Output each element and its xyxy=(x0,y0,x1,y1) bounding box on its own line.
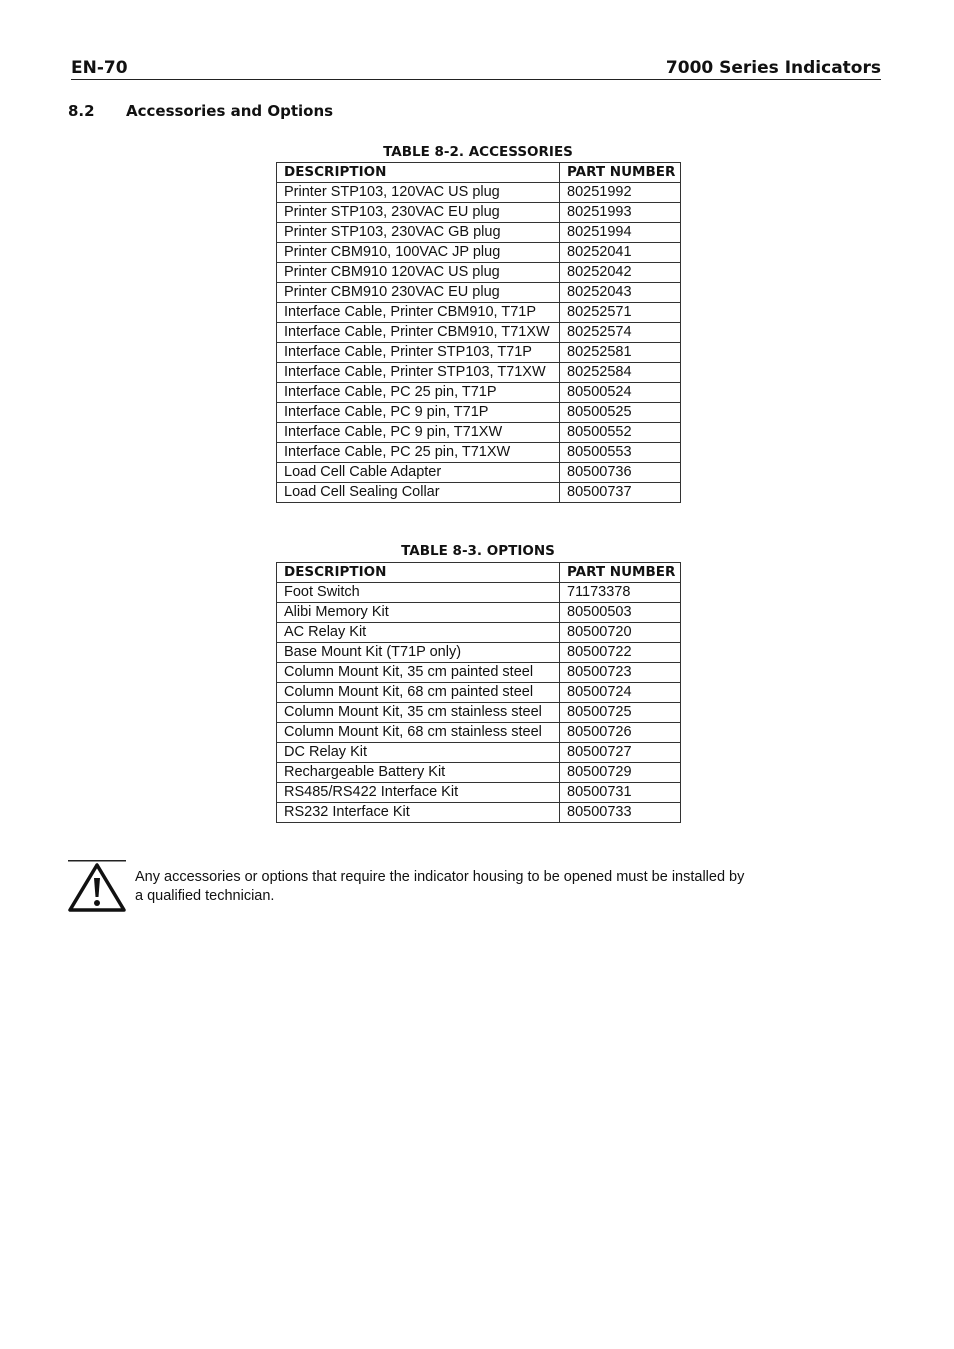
table-row xyxy=(277,203,681,223)
part-number-cell: 80500733 xyxy=(560,803,681,823)
description-cell: Printer STP103, 230VAC GB plug xyxy=(277,223,560,243)
part-number-cell: 80252043 xyxy=(560,283,681,303)
description-cell: Interface Cable, PC 25 pin, T71XW xyxy=(277,443,560,463)
part-number-cell: 80500552 xyxy=(560,423,681,443)
part-number-cell: 80500720 xyxy=(560,623,681,643)
table-row xyxy=(277,343,681,363)
part-number-cell: 80500727 xyxy=(560,743,681,763)
description-cell: DC Relay Kit xyxy=(277,743,560,763)
description-cell: Base Mount Kit (T71P only) xyxy=(277,643,560,663)
table-row xyxy=(277,183,681,203)
warning-triangle-icon xyxy=(68,860,126,912)
part-number-cell: 80500731 xyxy=(560,783,681,803)
table-row xyxy=(277,763,681,783)
part-number-cell: 80251994 xyxy=(560,223,681,243)
table-row xyxy=(277,803,681,823)
part-number-cell: 80500737 xyxy=(560,483,681,503)
part-number-cell: 80251992 xyxy=(560,183,681,203)
table-row xyxy=(277,243,681,263)
table-row xyxy=(277,463,681,483)
table-row xyxy=(277,643,681,663)
part-number-cell: 80500725 xyxy=(560,703,681,723)
description-cell: Printer CBM910 230VAC EU plug xyxy=(277,283,560,303)
table-row xyxy=(277,423,681,443)
options-table xyxy=(276,562,681,823)
table-row xyxy=(277,603,681,623)
column-header-part-number: PART NUMBER xyxy=(560,563,681,583)
column-header-description: DESCRIPTION xyxy=(277,163,560,183)
table-header-row xyxy=(277,163,681,183)
table-row xyxy=(277,623,681,643)
description-cell: Column Mount Kit, 68 cm stainless steel xyxy=(277,723,560,743)
warning-text: Any accessories or options that require the indicator housing to be opened must be installed by a qualified technician. xyxy=(135,869,745,904)
description-cell: Interface Cable, Printer CBM910, T71P xyxy=(277,303,560,323)
description-cell: AC Relay Kit xyxy=(277,623,560,643)
section-number: 8.2 xyxy=(68,102,95,120)
table-row xyxy=(277,383,681,403)
table-header-row xyxy=(277,563,681,583)
part-number-cell: 80500722 xyxy=(560,643,681,663)
table-row xyxy=(277,363,681,383)
table-row xyxy=(277,263,681,283)
part-number-cell: 80252042 xyxy=(560,263,681,283)
accessories-table xyxy=(276,162,681,503)
description-cell: Interface Cable, Printer CBM910, T71XW xyxy=(277,323,560,343)
part-number-cell: 80252041 xyxy=(560,243,681,263)
table-row xyxy=(277,303,681,323)
description-cell: Printer CBM910 120VAC US plug xyxy=(277,263,560,283)
description-cell: Interface Cable, PC 25 pin, T71P xyxy=(277,383,560,403)
description-cell: RS485/RS422 Interface Kit xyxy=(277,783,560,803)
description-cell: Column Mount Kit, 35 cm painted steel xyxy=(277,663,560,683)
table-row xyxy=(277,743,681,763)
part-number-cell: 80251993 xyxy=(560,203,681,223)
column-header-description: DESCRIPTION xyxy=(277,563,560,583)
table-row xyxy=(277,403,681,423)
part-number-cell: 80500524 xyxy=(560,383,681,403)
table-row xyxy=(277,483,681,503)
table-row xyxy=(277,223,681,243)
part-number-cell: 80500525 xyxy=(560,403,681,423)
part-number-cell: 80500503 xyxy=(560,603,681,623)
table-row xyxy=(277,443,681,463)
part-number-cell: 80252581 xyxy=(560,343,681,363)
table-row xyxy=(277,683,681,703)
part-number-cell: 80500736 xyxy=(560,463,681,483)
description-cell: Load Cell Cable Adapter xyxy=(277,463,560,483)
description-cell: Printer STP103, 120VAC US plug xyxy=(277,183,560,203)
description-cell: Column Mount Kit, 35 cm stainless steel xyxy=(277,703,560,723)
description-cell: Foot Switch xyxy=(277,583,560,603)
part-number-cell: 80500723 xyxy=(560,663,681,683)
description-cell: Printer STP103, 230VAC EU plug xyxy=(277,203,560,223)
document-title: 7000 Series Indicators xyxy=(665,58,881,78)
table-row xyxy=(277,783,681,803)
options-table-caption: TABLE 8-3. OPTIONS xyxy=(401,543,555,559)
table-row xyxy=(277,723,681,743)
description-cell: Rechargeable Battery Kit xyxy=(277,763,560,783)
page-header xyxy=(71,57,881,80)
description-cell: Interface Cable, Printer STP103, T71P xyxy=(277,343,560,363)
accessories-table-caption: TABLE 8-2. ACCESSORIES xyxy=(383,144,573,160)
description-cell: Interface Cable, PC 9 pin, T71XW xyxy=(277,423,560,443)
description-cell: Load Cell Sealing Collar xyxy=(277,483,560,503)
description-cell: Interface Cable, Printer STP103, T71XW xyxy=(277,363,560,383)
table-row xyxy=(277,283,681,303)
table-row xyxy=(277,583,681,603)
part-number-cell: 80252584 xyxy=(560,363,681,383)
section-title: Accessories and Options xyxy=(126,102,334,120)
description-cell: Column Mount Kit, 68 cm painted steel xyxy=(277,683,560,703)
description-cell: Interface Cable, PC 9 pin, T71P xyxy=(277,403,560,423)
part-number-cell: 80500724 xyxy=(560,683,681,703)
part-number-cell: 71173378 xyxy=(560,583,681,603)
part-number-cell: 80500729 xyxy=(560,763,681,783)
table-row xyxy=(277,663,681,683)
table-row xyxy=(277,703,681,723)
page-number: EN-70 xyxy=(71,58,128,78)
table-row xyxy=(277,323,681,343)
part-number-cell: 80252574 xyxy=(560,323,681,343)
description-cell: Printer CBM910, 100VAC JP plug xyxy=(277,243,560,263)
part-number-cell: 80252571 xyxy=(560,303,681,323)
description-cell: RS232 Interface Kit xyxy=(277,803,560,823)
description-cell: Alibi Memory Kit xyxy=(277,603,560,623)
column-header-part-number: PART NUMBER xyxy=(560,163,681,183)
part-number-cell: 80500726 xyxy=(560,723,681,743)
part-number-cell: 80500553 xyxy=(560,443,681,463)
